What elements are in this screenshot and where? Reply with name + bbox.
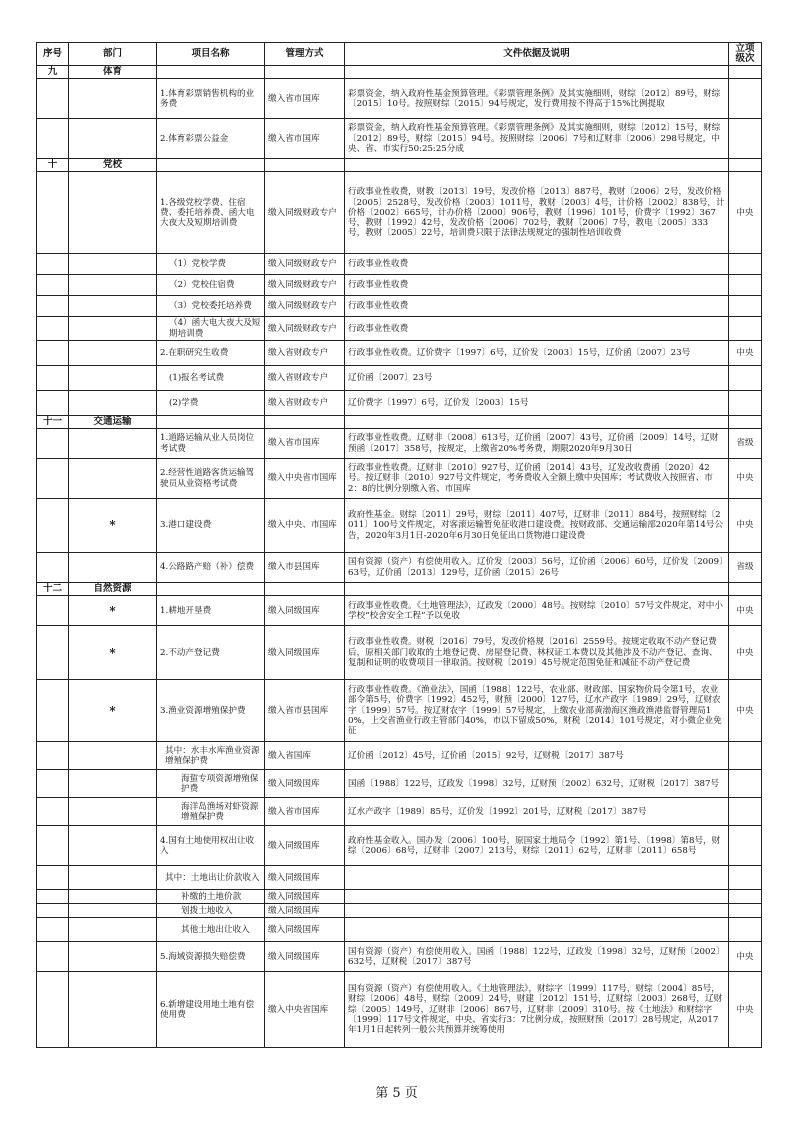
table-row [37, 340, 762, 365]
basis-text: 行政事业性收费 [345, 254, 729, 275]
table-row [37, 798, 762, 826]
level-cell [729, 798, 762, 826]
management-mode: 缴入同级国库 [265, 866, 345, 890]
level-cell: 中央 [729, 459, 762, 499]
management-mode: 缴入同级财政专户 [265, 254, 345, 275]
level-cell [729, 317, 762, 340]
management-mode: 缴入省市国库 [265, 119, 345, 159]
table-row [37, 942, 762, 972]
page-number: 第 5 页 [375, 1086, 418, 1101]
management-mode: 缴入同级国库 [265, 826, 345, 866]
star-marker: * [69, 596, 157, 626]
item-name: 补缴的土地价款 [157, 890, 265, 904]
management-mode: 缴入省市国库 [265, 798, 345, 826]
basis-text: 行政事业性收费，财教〔2013〕19号，发改价格〔2013〕887号，教财〔2006〕2号，发改价格〔2005〕2528号，发改价格〔2003〕1011号，教财〔2003〕4号，计价格〔2002〕838号，计价格〔2002〕665号，计办价格〔2000〕906号，教财〔1996〕101号，价费字〔1992〕367号，教财〔1992〕42号，发改价格〔2006〕702号，教财〔2006〕7号，教电〔2005〕333号，教财〔2005〕22号，培训费只限于法律法规规定的强制性培训收费 [345, 172, 729, 254]
basis-text: 彩票资金，纳入政府性基金预算管理。《彩票管理条例》及其实施细则，财综〔2012〕15号，财综〔2012〕89号，财综〔2015〕94号。按照财综〔2006〕7号和辽财非〔2006〕298号规定，中央、省、市实行50:25:25分成 [345, 119, 729, 159]
management-mode: 缴入省国库 [265, 742, 345, 770]
management-mode: 缴入同级国库 [265, 890, 345, 904]
level-cell [729, 254, 762, 275]
table-row [37, 680, 762, 742]
level-cell [729, 918, 762, 942]
level-cell [729, 365, 762, 390]
table-row [37, 972, 762, 1048]
section-name: 体育 [69, 66, 157, 79]
basis-text: 行政事业性收费。辽财非〔2010〕927号，辽价函〔2014〕43号，辽发改收费函〔2020〕42号。按辽财非〔2010〕927号文件规定，考务费收入全额上缴中央国库；考试费收入按照省、市2：8的比例分别缴入省、市国库 [345, 459, 729, 499]
table-row [37, 172, 762, 254]
basis-text: 国有资源（资产）有偿使用收入。辽价发〔2003〕56号，辽价函〔2006〕60号，辽价发〔2009〕63号，辽价函〔2013〕129号，辽价函〔2015〕26号 [345, 553, 729, 583]
basis-text: 行政事业性收费 [345, 275, 729, 296]
table-row [37, 626, 762, 680]
management-mode: 缴入市县国库 [265, 553, 345, 583]
management-mode: 缴入同级国库 [265, 626, 345, 680]
basis-text: 国有资源（资产）有偿使用收入。《土地管理法》，财综字〔1999〕117号，财综〔2004〕85号，财综〔2006〕48号，财综〔2009〕24号，财建〔2012〕151号，辽财综〔2003〕268号，辽财综〔2005〕149号，辽财非〔2006〕867号，辽财非〔2009〕310号。按《土地法》和财综字〔1999〕117号文件规定，中央、省实行3：7比例分成，按照财预〔2017〕28号规定，从2017年1月1日起转列一般公共预算并统筹使用 [345, 972, 729, 1048]
level-cell: 中央 [729, 172, 762, 254]
table-row [37, 390, 762, 415]
section-row [37, 415, 762, 428]
management-mode: 缴入同级财政专户 [265, 172, 345, 254]
item-name: 3.港口建设费 [157, 499, 265, 553]
item-name: 6.新增建设用地土地有偿使用费 [157, 972, 265, 1048]
basis-text: 行政事业性收费 [345, 296, 729, 317]
table-row [37, 296, 762, 317]
basis-text: 行政事业性收费。辽财非〔2008〕613号，辽价函〔2007〕43号，辽价函〔2009〕14号，辽财预函〔2017〕358号，按规定，上缴省20%考务费，期限2020年9月30日 [345, 429, 729, 459]
management-mode: 缴入同级财政专户 [265, 296, 345, 317]
level-cell: 中央 [729, 972, 762, 1048]
item-name: (2)学费 [157, 390, 265, 415]
basis-text: 辽水产政字〔1989〕85号，辽价发〔1992〕201号，辽财税〔2017〕387号 [345, 798, 729, 826]
table-row [37, 596, 762, 626]
basis-text: 行政事业性收费。《土地管理法》，辽政发〔2000〕48号。按财综〔2010〕57号文件规定，对中小学校“校舍安全工程”予以免收 [345, 596, 729, 626]
item-name: 1.各级党校学费、住宿费、委托培养费、函大电大夜大及短期培训费 [157, 172, 265, 254]
section-row [37, 159, 762, 172]
basis-text: 国有资源（资产）有偿使用收入。国函〔1988〕122号，辽政发〔1998〕32号，辽财预〔2002〕632号，辽财税〔2017〕387号 [345, 942, 729, 972]
table-row [37, 79, 762, 119]
section-row [37, 66, 762, 79]
table-row [37, 459, 762, 499]
section-row [37, 583, 762, 596]
management-mode: 缴入省财政专户 [265, 365, 345, 390]
basis-text: 彩票资金，纳入政府性基金预算管理。《彩票管理条例》及其实施细则，财综〔2012〕89号，财综〔2015〕10号。按照财综〔2015〕94号规定，发行费用按不得高于15%比例提取 [345, 79, 729, 119]
header-mode: 管理方式 [265, 43, 345, 66]
management-mode: 缴入同级国库 [265, 770, 345, 798]
section-name: 交通运输 [69, 415, 157, 428]
level-cell [729, 119, 762, 159]
basis-text: 行政事业性收费。《渔业法》，国函〔1988〕122号，农业部、财政部、国家物价局令第1号，农业部令第5号，价费字〔1992〕452号，财预〔2000〕127号，辽水产政字〔1989〕29号，辽财农字〔1999〕57号。按辽财农字〔1999〕57号规定，上缴农业部黄渤海区渔政渔港监督管理局10%，上交省渔业行政主管部门40%，市以下留成50%，财税〔2014〕101号规定，对小微企业免征 [345, 680, 729, 742]
header-level: 立项级次 [729, 43, 762, 66]
table-row [37, 770, 762, 798]
item-name: 2.不动产登记费 [157, 626, 265, 680]
header-item: 项目名称 [157, 43, 265, 66]
level-cell [729, 770, 762, 798]
management-mode: 缴入中央省国库 [265, 972, 345, 1048]
management-mode: 缴入中央、市国库 [265, 499, 345, 553]
level-cell [729, 275, 762, 296]
table-row [37, 317, 762, 340]
fee-table [36, 42, 762, 1048]
management-mode: 缴入同级财政专户 [265, 317, 345, 340]
basis-text: 政府性基金。财综〔2011〕29号，财综〔2011〕407号，辽财非〔2011〕884号，按照财综〔2011〕100号文件规定，对客滚运输暂免征收港口建设费。按财政部、交通运输部2020年第14号公告，2020年3月1日-2020年6月30日免征出口货物港口建设费 [345, 499, 729, 553]
management-mode: 缴入同级国库 [265, 596, 345, 626]
management-mode: 缴入省财政专户 [265, 390, 345, 415]
level-cell: 中央 [729, 340, 762, 365]
table-header-row [37, 43, 762, 66]
section-number: 十一 [37, 415, 69, 428]
level-cell [729, 296, 762, 317]
level-cell: 中央 [729, 626, 762, 680]
item-name: 2.体育彩票公益金 [157, 119, 265, 159]
section-number: 九 [37, 66, 69, 79]
basis-text: 辽价函〔2007〕23号 [345, 365, 729, 390]
section-name: 自然资源 [69, 583, 157, 596]
basis-text [345, 918, 729, 942]
table-row [37, 365, 762, 390]
management-mode: 缴入同级财政专户 [265, 275, 345, 296]
basis-text: 政府性基金收入。国办发〔2006〕100号，原国家土地局令〔1992〕第1号、〔1998〕第8号，财综〔2006〕68号，辽财非〔2007〕213号，财综〔2011〕62号，辽财非〔2011〕658号 [345, 826, 729, 866]
item-name: （4）函大电大夜大及短期培训费 [157, 317, 265, 340]
item-name: (1)报名考试费 [157, 365, 265, 390]
management-mode: 缴入省市国库 [265, 429, 345, 459]
management-mode: 缴入同级国库 [265, 904, 345, 918]
basis-text: 辽价函〔2012〕45号，辽价函〔2015〕92号，辽财税〔2017〕387号 [345, 742, 729, 770]
table-row [37, 904, 762, 918]
level-cell [729, 866, 762, 890]
item-name: 5.海域资源损失赔偿费 [157, 942, 265, 972]
table-row [37, 553, 762, 583]
item-name: 其中：水丰水库渔业资源增殖保护费 [157, 742, 265, 770]
item-name: 2.在职研究生收费 [157, 340, 265, 365]
table-row [37, 890, 762, 904]
management-mode: 缴入省市国库 [265, 79, 345, 119]
basis-text [345, 866, 729, 890]
table-row [37, 742, 762, 770]
basis-text: 行政事业性收费。辽价费字〔1997〕6号，辽价发〔2003〕15号，辽价函〔2007〕23号 [345, 340, 729, 365]
section-number: 十二 [37, 583, 69, 596]
level-cell [729, 390, 762, 415]
basis-text [345, 890, 729, 904]
level-cell: 中央 [729, 499, 762, 553]
management-mode: 缴入同级国库 [265, 918, 345, 942]
level-cell [729, 890, 762, 904]
item-name: 其他土地出让收入 [157, 918, 265, 942]
level-cell [729, 826, 762, 866]
table-row [37, 275, 762, 296]
item-name: 1.耕地开垦费 [157, 596, 265, 626]
level-cell: 省级 [729, 429, 762, 459]
item-name: 1.道路运输从业人员岗位考试费 [157, 429, 265, 459]
level-cell [729, 79, 762, 119]
item-name: 2.经营性道路客货运输驾驶员从业资格考试费 [157, 459, 265, 499]
level-cell: 中央 [729, 596, 762, 626]
item-name: 1.体育彩票销售机构的业务费 [157, 79, 265, 119]
star-marker: * [69, 680, 157, 742]
management-mode: 缴入省市县国库 [265, 680, 345, 742]
header-dept: 部门 [69, 43, 157, 66]
section-name: 党校 [69, 159, 157, 172]
level-cell: 省级 [729, 553, 762, 583]
item-name: 海洋岛渔场对虾资源增殖保护费 [157, 798, 265, 826]
item-name: 3.渔业资源增殖保护费 [157, 680, 265, 742]
level-cell [729, 742, 762, 770]
item-name: （2）党校住宿费 [157, 275, 265, 296]
basis-text: 行政事业性收费。财税〔2016〕79号，发改价格规〔2016〕2559号。按规定收取不动产登记费后，原相关部门收取的土地登记费、房屋登记费、林权证工本费以及其他涉及不动产登记、查询、复制和证明的收费项目一律取消。按财税〔2019〕45号规定范围免征和减征不动产登记费 [345, 626, 729, 680]
star-marker: * [69, 499, 157, 553]
management-mode: 缴入中央省市国库 [265, 459, 345, 499]
table-row [37, 826, 762, 866]
item-name: 其中：土地出让价款收入 [157, 866, 265, 890]
item-name: 4.公路路产赔（补）偿费 [157, 553, 265, 583]
table-row [37, 429, 762, 459]
item-name: 划拨土地收入 [157, 904, 265, 918]
level-cell [729, 904, 762, 918]
section-number: 十 [37, 159, 69, 172]
document-sheet [36, 42, 761, 1048]
item-name: （1）党校学费 [157, 254, 265, 275]
level-cell: 中央 [729, 680, 762, 742]
header-basis: 文件依据及说明 [345, 43, 729, 66]
basis-text: 行政事业性收费 [345, 317, 729, 340]
basis-text: 辽价费字〔1997〕6号，辽价发〔2003〕15号 [345, 390, 729, 415]
star-marker: * [69, 626, 157, 680]
item-name: 4.国有土地使用权出让收入 [157, 826, 265, 866]
table-row [37, 499, 762, 553]
table-row [37, 866, 762, 890]
header-seq: 序号 [37, 43, 69, 66]
item-name: 海蜇专项资源增殖保护费 [157, 770, 265, 798]
basis-text [345, 904, 729, 918]
table-row [37, 254, 762, 275]
table-row [37, 119, 762, 159]
management-mode: 缴入同级国库 [265, 942, 345, 972]
management-mode: 缴入省财政专户 [265, 340, 345, 365]
basis-text: 国函〔1988〕122号，辽政发〔1998〕32号，辽财预〔2002〕632号，辽财税〔2017〕387号 [345, 770, 729, 798]
table-row [37, 918, 762, 942]
item-name: （3）党校委托培养费 [157, 296, 265, 317]
level-cell: 中央 [729, 942, 762, 972]
